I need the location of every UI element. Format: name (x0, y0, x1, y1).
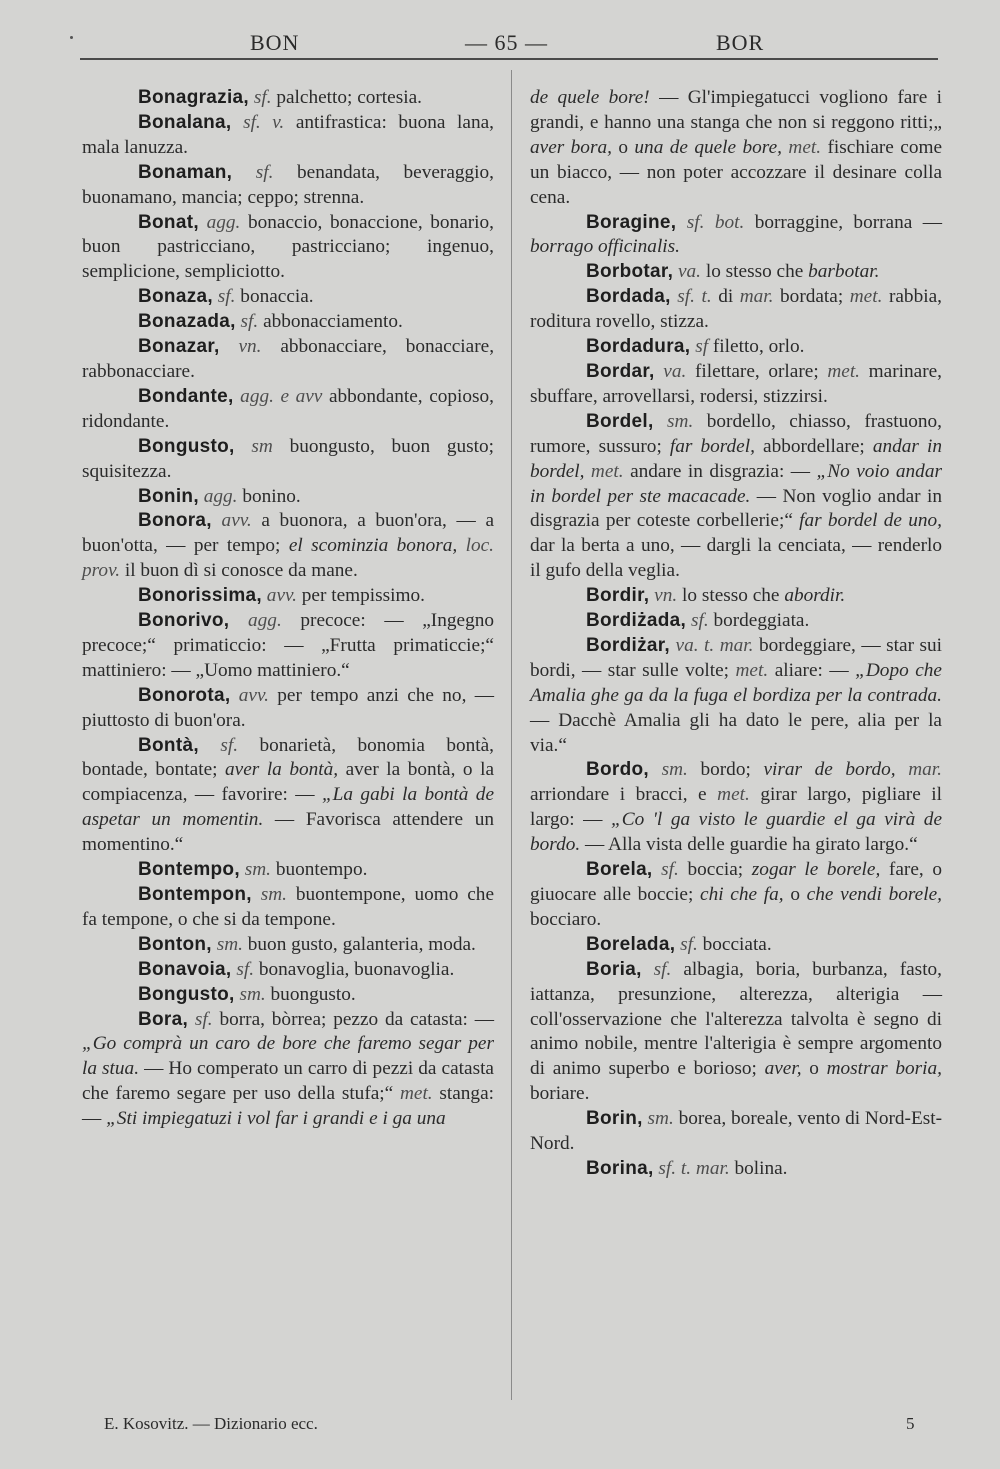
signature-mark: 5 (906, 1414, 915, 1433)
definition: bordo; (700, 759, 751, 781)
headword: Borbotar, (586, 261, 674, 283)
definition: bonarietà, bonomia bontà, bontade, bontate; (82, 734, 495, 781)
grammar-label: mar. (739, 286, 774, 308)
running-head (80, 26, 940, 60)
definition: marinare, sbuffare, arrovellarsi, rodersi, stizzirsi. (530, 360, 943, 407)
definition: filettare, orlare; (694, 360, 819, 382)
definition: bocciaro. (530, 908, 602, 930)
dictionary-entry (82, 485, 494, 510)
definition: fischiare come un biacco, — non poter accozzare il desinare colla cena. (530, 136, 943, 208)
grammar-label: met. (788, 136, 822, 158)
dictionary-entry (82, 883, 494, 933)
dictionary-entry (82, 858, 494, 883)
dictionary-entry (530, 360, 942, 410)
definition: — Favorisca attendere un momentino.“ (82, 809, 494, 856)
right-column (530, 86, 942, 1182)
definition: — Gl'impiegatucci vogliono fare i grandi, e hanno una stanga che non si reggono ritti;„ (530, 87, 942, 133)
example-phrase: de quele bore! (530, 87, 650, 108)
definition: bordeggiare, — star sui bordi, — star sulle volte; (530, 634, 943, 681)
grammar-label: met. (827, 360, 861, 382)
dictionary-entry (82, 310, 494, 335)
example-phrase: zogar le borele, (751, 859, 881, 881)
grammar-label: met. (399, 1083, 433, 1105)
dictionary-entry (530, 858, 942, 933)
example-phrase: che vendi borele, (806, 884, 942, 905)
grammar-label: sf. t. (677, 286, 712, 308)
grammar-label: sf. (236, 958, 255, 980)
headword: Bonorivo, (138, 610, 230, 632)
grammar-label: met. (735, 659, 769, 681)
definition: buongusto. (270, 983, 356, 1005)
dictionary-entry (82, 958, 494, 983)
definition: o (790, 884, 800, 905)
headword: Bontempo, (138, 859, 240, 881)
definition: o (618, 136, 628, 158)
grammar-label: vn. (654, 585, 678, 607)
footer-signature: E. Kosovitz. — Dizionario ecc. (104, 1414, 318, 1433)
dictionary-entry (530, 260, 942, 285)
headword: Bonin, (138, 485, 199, 507)
grammar-label: met. (849, 286, 883, 308)
headword: Bordiżada, (586, 610, 687, 632)
headword: Bordiżar, (586, 634, 670, 656)
example-phrase: aver, (764, 1058, 802, 1080)
grammar-label: sf. (653, 958, 672, 980)
headword: Bonat, (138, 211, 199, 233)
dictionary-entry (82, 161, 494, 211)
definition: bolina. (734, 1157, 788, 1179)
grammar-label: sm (251, 435, 273, 457)
definition: bocciata. (702, 933, 772, 955)
grammar-label: sf. t. mar. (658, 1157, 730, 1179)
definition: boriare. (530, 1083, 590, 1105)
headword: Borelada, (586, 933, 676, 955)
print-speck (70, 36, 73, 39)
headword: Bonazada, (138, 311, 236, 333)
definition: precoce: — „Ingegno precoce;“ primaticcio: — „Frutta primaticcie;“ mattiniero: — „Uomo mattiniero.“ (82, 610, 494, 681)
header-rule (80, 58, 938, 60)
definition: fare, o giuocare alle boccie; (530, 859, 942, 905)
definition: stanga: — (82, 1083, 494, 1130)
definition: bonaccia. (240, 286, 314, 308)
definition: filetto, orlo. (712, 336, 805, 358)
example-phrase: „Sti impiegatuzi i vol far i grandi e i ga una (106, 1108, 446, 1130)
grammar-label: avv. (221, 510, 252, 532)
headword: Bonorissima, (138, 585, 262, 607)
headword: Bordel, (586, 410, 654, 432)
grammar-label: sm. (260, 884, 287, 905)
definition: palchetto; cortesia. (276, 87, 422, 108)
definition: bonino. (242, 485, 301, 507)
headword: Bondante, (138, 385, 234, 407)
headword: Bonavoia, (138, 958, 232, 980)
headword: Borina, (586, 1157, 654, 1179)
definition: lo stesso che (705, 261, 804, 283)
definition: di (718, 286, 734, 308)
headword: Bonaman, (138, 161, 233, 183)
dictionary-entry (530, 1107, 942, 1157)
grammar-label: va. (663, 360, 687, 382)
definition: per tempo anzi che no, — piuttosto di buon'ora. (82, 684, 495, 731)
column-divider (511, 70, 512, 1400)
dictionary-entry (82, 285, 494, 310)
headword: Boragine, (586, 211, 677, 233)
grammar-label: sf. bot. (686, 211, 745, 233)
headword: Bordadura, (586, 336, 691, 358)
grammar-label: va. t. mar. (675, 634, 754, 656)
definition: abbonacciamento. (263, 311, 403, 333)
headword: Bonazar, (138, 336, 220, 358)
definition: aver la bontà, o la compiacenza, — favorire: — (82, 759, 495, 806)
grammar-label: sf. (680, 933, 698, 955)
definition: bonavoglia, buonavoglia. (258, 958, 455, 980)
definition: andare in disgrazia: — (630, 460, 811, 482)
grammar-label: vn. (238, 336, 262, 358)
definition: — Non voglio andar in disgrazia per coteste corbellerie;“ (530, 485, 942, 532)
example-phrase: andar in bordel, (530, 435, 942, 482)
example-phrase: virar de bordo, (763, 759, 896, 781)
definition: antifrastica: buona lana, mala lanuzza. (82, 111, 494, 158)
definition: buongusto, buon gusto; squisitezza. (82, 435, 494, 482)
dictionary-entry (530, 335, 942, 360)
example-phrase: far bordel de uno, (799, 510, 942, 532)
grammar-label: met. (590, 460, 624, 482)
headword: Bordo, (586, 759, 650, 781)
definition: abbonacciare, bonacciare, rabbonacciare. (82, 336, 495, 382)
grammar-label: sf. (253, 87, 272, 108)
definition: — Ho comperato un carro di pezzi da catasta che faremo segare per uso della stufa;“ (82, 1058, 494, 1105)
example-phrase: „Dopo che Amalia ghe ga da la fuga el bordiza per la contrada. (530, 659, 942, 706)
example-phrase: el scominzia bonora, (288, 535, 458, 557)
example-phrase: „Co 'l ga visto le guardie el ga virà de bordo. (530, 809, 943, 856)
definition: buontempo. (275, 859, 368, 881)
definition: buontempone, uomo che fa tempone, o che si da tempone. (82, 884, 495, 930)
definition: il buon dì si conosce da mane. (124, 560, 358, 582)
headword: Bordar, (586, 360, 655, 382)
definition: albagia, boria, burbanza, fasto, iattanza, presunzione, alterezza, alterigia — coll'osservazione che l'alterezza talvolta è segno di animo nobile, mentre l'alterigia è sempre argomento di animo superbo e borioso; (530, 958, 943, 1080)
grammar-label: sf. (661, 859, 679, 881)
dictionary-entry (530, 758, 942, 858)
grammar-label: loc. prov. (82, 535, 494, 582)
grammar-label: sf. (255, 161, 274, 183)
definition: bordata; (780, 286, 844, 308)
definition: arriondare i bracci, e (530, 784, 707, 806)
headword: Bordada, (586, 286, 671, 308)
grammar-label: sf. v. (243, 111, 285, 133)
grammar-label: agg. (248, 610, 282, 632)
dictionary-entry (530, 1157, 942, 1182)
example-phrase: aver bora, (530, 136, 612, 158)
grammar-label: met. (717, 784, 750, 806)
example-phrase: „No voio andar in bordel per ste macacade. (530, 460, 942, 507)
dictionary-entry (82, 609, 494, 684)
definition: benandata, beveraggio, buonamano, mancia; ceppo; strenna. (82, 161, 494, 208)
dictionary-entry (82, 933, 494, 958)
dictionary-entry (82, 684, 494, 734)
headword: Bonagrazia, (138, 87, 249, 108)
definition: bonaccio, bonaccione, bonario, buon pastricciano, pastricciano; ingenuo, semplicione, sempliciotto. (82, 211, 495, 283)
dictionary-entry (82, 211, 494, 286)
continued-entry (530, 86, 942, 211)
definition: borra, bòrrea; pezzo da catasta: — (219, 1008, 494, 1030)
dictionary-entry (82, 385, 494, 435)
example-phrase: aver la bontà, (225, 759, 339, 781)
headword: Bonton, (138, 933, 212, 955)
running-head-left: BON (250, 30, 300, 55)
grammar-label: sf. (690, 610, 709, 632)
headword: Bonorota, (138, 684, 231, 706)
definition: bordeggiata. (713, 610, 810, 632)
dictionary-entry (530, 609, 942, 634)
grammar-label: sm. (244, 859, 271, 881)
dictionary-entry (82, 111, 494, 161)
example-phrase: „Go comprà un caro de bore che faremo segar per la stua. (82, 1033, 494, 1080)
definition: borraggine, borrana — (754, 211, 942, 233)
headword: Bora, (138, 1008, 189, 1030)
grammar-label: agg. (203, 485, 238, 507)
page-number: — 65 — (465, 30, 548, 55)
headword: Bonalana, (138, 111, 232, 133)
headword: Borin, (586, 1108, 643, 1130)
left-column (82, 86, 494, 1132)
grammar-label: agg. (206, 211, 241, 233)
dictionary-entry (82, 509, 494, 584)
grammar-label: sf. (220, 734, 239, 756)
running-head-right: BOR (716, 30, 765, 55)
example-phrase: una de quele bore, (634, 136, 782, 158)
definition: abbondante, copioso, ridondante. (82, 385, 494, 432)
dictionary-entry (82, 1008, 494, 1133)
definition: — Alla vista delle guardie ha girato largo.“ (585, 834, 918, 856)
dictionary-entry (82, 86, 494, 111)
example-phrase: barbotar. (808, 261, 880, 283)
grammar-label: sm. (239, 983, 266, 1005)
grammar-label: avv. (266, 585, 297, 607)
grammar-label: sf (695, 336, 709, 358)
dictionary-entry (530, 584, 942, 609)
headword: Boria, (586, 958, 642, 980)
grammar-label: sf. (194, 1008, 213, 1030)
definition: rabbia, roditura rovello, stizza. (530, 286, 942, 333)
grammar-label: va. (677, 261, 702, 283)
grammar-label: sm. (216, 933, 243, 955)
headword: Bordir, (586, 585, 650, 607)
dictionary-entry (530, 958, 942, 1107)
definition: borea, boreale, vento di Nord-Est-Nord. (530, 1108, 943, 1155)
definition: dar la berta a uno, — dargli la cenciata, — renderlo il gufo della veglia. (530, 535, 942, 582)
dictionary-entry (82, 584, 494, 609)
definition: abbordellare; (763, 435, 865, 457)
definition: lo stesso che (682, 585, 780, 607)
definition: buon gusto, galanteria, moda. (247, 933, 476, 955)
example-phrase: „La gabi la bontà de aspetar un momentin. (82, 784, 494, 831)
definition: — Dacchè Amalia gli ha dato le pere, alia per la via.“ (530, 709, 942, 756)
definition: boccia; (687, 859, 744, 881)
grammar-label: sm. (647, 1108, 674, 1130)
definition: aliare: — (774, 659, 849, 681)
grammar-label: agg. e avv (240, 385, 323, 407)
definition: per tempissimo. (301, 585, 425, 607)
dictionary-entry (82, 435, 494, 485)
example-phrase: borrago officinalis. (530, 236, 680, 258)
headword: Bongusto, (138, 435, 235, 457)
grammar-label: sf. (240, 311, 259, 333)
grammar-label: sm. (667, 410, 694, 432)
definition: o (809, 1058, 819, 1080)
dictionary-entry (82, 734, 494, 859)
dictionary-entry (82, 335, 494, 385)
headword: Bontempon, (138, 884, 252, 905)
headword: Bongusto, (138, 983, 235, 1005)
dictionary-entry (530, 634, 942, 759)
grammar-label: mar. (908, 759, 942, 781)
example-phrase: abordir. (784, 585, 846, 607)
headword: Borela, (586, 859, 653, 881)
example-phrase: chi che fa, (700, 884, 784, 905)
dictionary-entry (530, 933, 942, 958)
definition: a buonora, a buon'ora, — a buon'otta, — per tempo; (82, 510, 495, 557)
dictionary-entry (82, 983, 494, 1008)
definition: girar largo, pigliare il largo: — (530, 784, 942, 831)
grammar-label: sm. (661, 759, 688, 781)
headword: Bonora, (138, 510, 212, 532)
example-phrase: far bordel, (669, 435, 755, 457)
headword: Bontà, (138, 734, 199, 756)
definition: bordello, chiasso, frastuono, rumore, sussuro; (530, 410, 942, 457)
grammar-label: avv. (238, 684, 269, 706)
grammar-label: sf. (217, 286, 236, 308)
headword: Bonaza, (138, 286, 213, 308)
dictionary-entry (530, 211, 942, 261)
dictionary-entry (530, 285, 942, 335)
example-phrase: mostrar boria, (826, 1058, 942, 1080)
dictionary-entry (530, 410, 942, 584)
